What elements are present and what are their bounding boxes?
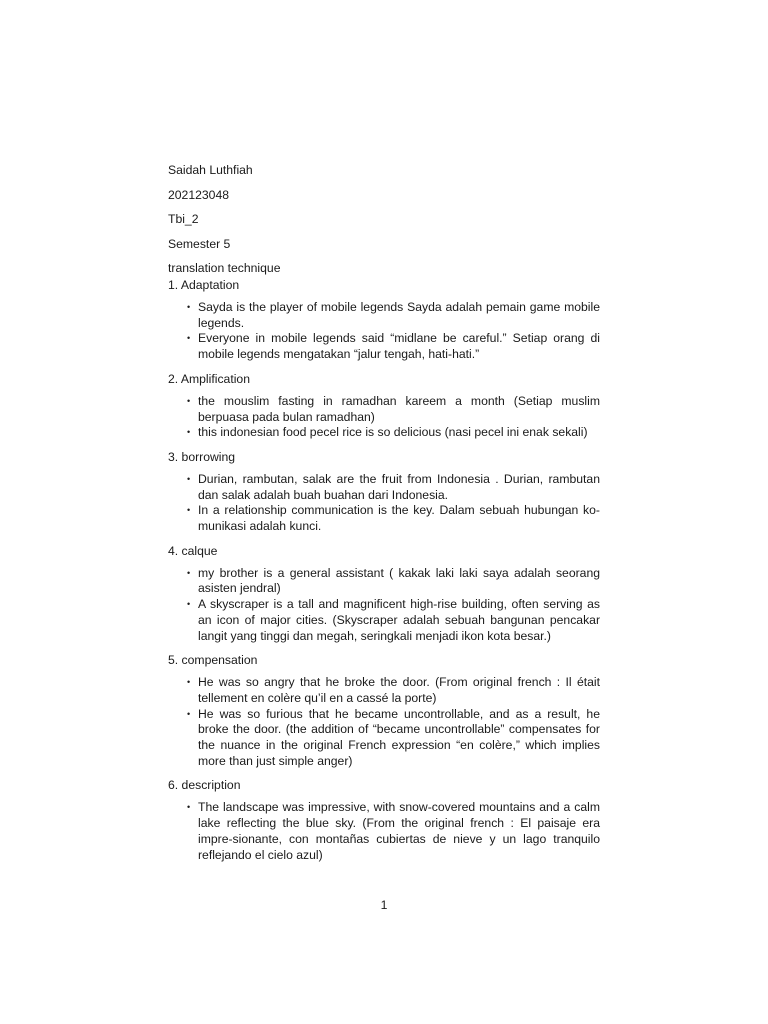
student-id: 202123048 bbox=[168, 187, 230, 202]
section-title: 4. calque bbox=[168, 543, 218, 558]
list-item-text: He was so angry that he broke the door. (From original french : Il était tellement en colère qu’il en a cassé la porte) bbox=[198, 675, 600, 705]
bullet-list bbox=[168, 800, 600, 863]
list-item-text: Everyone in mobile legends said “midlane be careful.” Setiap orang di mobile legends mengatakan “jalur tengah, hati-hati.” bbox=[198, 331, 600, 362]
document-header bbox=[168, 160, 280, 283]
list-item-text: the mouslim fasting in ramadhan kareem a month (Setiap muslim berpuasa pada bulan ramadhan) bbox=[198, 393, 600, 424]
list-item-text: A skyscraper is a tall and magnificent high-rise building, often serving as an icon of major cities. (Skyscraper adalah sebuah bangunan pencakar langit yang tinggi dan megah, seringkali menjadi ikon kota besar.) bbox=[198, 597, 600, 643]
section-description bbox=[168, 777, 600, 863]
list-item-text: The landscape was impressive, with snow-covered mountains and a calm lake reflecting the blue sky. (From the original french : El paisaje era impre-sionante, con montañas cubiertas de nieve y un lago tranquilo reflejando el cielo azul) bbox=[198, 800, 600, 862]
list-item bbox=[187, 300, 600, 331]
list-item bbox=[187, 597, 600, 644]
bullet-icon: • bbox=[187, 708, 191, 719]
bullet-list bbox=[168, 675, 600, 769]
bullet-icon: • bbox=[187, 302, 191, 312]
list-item-text: In a relationship communication is the key. Dalam sebuah hubungan ko-munikasi adalah kunci. bbox=[198, 503, 600, 534]
section-compensation bbox=[168, 652, 600, 769]
bullet-icon: • bbox=[187, 599, 191, 610]
section-title: 3. borrowing bbox=[168, 449, 236, 464]
bullet-icon: • bbox=[187, 395, 191, 406]
list-item-text: my brother is a general assistant ( kakak laki laki saya adalah seorang asisten jendral) bbox=[198, 565, 600, 596]
list-item-text: this indonesian food pecel rice is so delicious (nasi pecel ini enak sekali) bbox=[198, 425, 588, 440]
section-calque bbox=[168, 543, 600, 645]
section-title: 2. Amplification bbox=[168, 371, 250, 386]
author-name: Saidah Luthfiah bbox=[168, 163, 253, 177]
section-borrowing bbox=[168, 449, 600, 535]
list-item-text: He was so furious that he became uncontrollable, and as a result, he broke the door. (the addition of “became uncontrollable” compensates for the nuance in the original French expression “en colère,” which implies more than just simple anger) bbox=[198, 706, 600, 768]
section-adaptation bbox=[168, 277, 600, 363]
document-topic: translation technique bbox=[168, 261, 281, 275]
bullet-icon: • bbox=[187, 505, 191, 516]
document-body bbox=[168, 277, 600, 871]
bullet-icon: • bbox=[187, 473, 191, 484]
list-item-text: Durian, rambutan, salak are the fruit from Indonesia . Durian, rambutan dan salak adalah buah buahan dari Indonesia. bbox=[198, 471, 600, 502]
section-amplification bbox=[168, 371, 600, 441]
bullet-list bbox=[168, 394, 600, 441]
class-name: Tbi_2 bbox=[168, 212, 199, 226]
semester: Semester 5 bbox=[168, 236, 231, 251]
list-item bbox=[187, 331, 600, 362]
bullet-icon: • bbox=[187, 427, 191, 438]
bullet-icon: • bbox=[187, 802, 191, 813]
list-item bbox=[187, 565, 600, 597]
list-item bbox=[187, 706, 600, 770]
list-item bbox=[187, 393, 600, 425]
section-title: 5. compensation bbox=[168, 653, 258, 668]
bullet-icon: • bbox=[187, 567, 191, 578]
bullet-list bbox=[168, 566, 600, 645]
list-item bbox=[187, 471, 600, 503]
list-item bbox=[187, 503, 600, 534]
list-item bbox=[187, 675, 600, 706]
bullet-icon: • bbox=[187, 677, 191, 688]
list-item-text: Sayda is the player of mobile legends Sayda adalah pemain game mobile legends. bbox=[198, 300, 600, 330]
list-item bbox=[187, 800, 600, 863]
list-item bbox=[187, 425, 600, 441]
section-title: 6. description bbox=[168, 778, 241, 793]
section-title: 1. Adaptation bbox=[168, 278, 240, 292]
page-number: 1 bbox=[380, 898, 388, 912]
bullet-list bbox=[168, 300, 600, 363]
bullet-list bbox=[168, 472, 600, 535]
bullet-icon: • bbox=[187, 333, 191, 344]
